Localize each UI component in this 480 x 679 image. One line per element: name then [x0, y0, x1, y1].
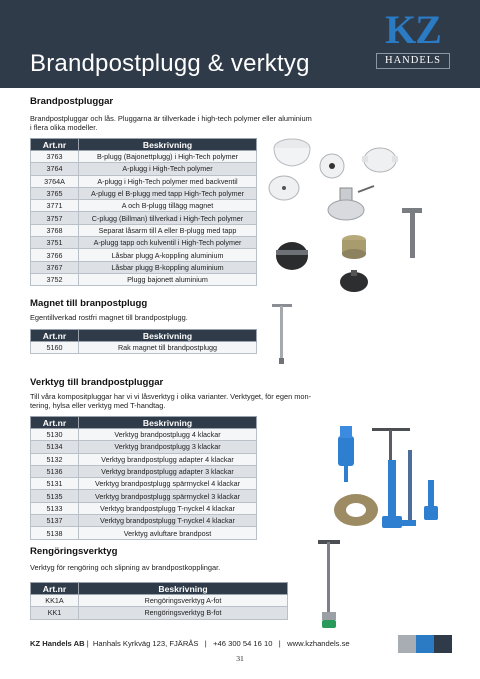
cell-art-nr: 3764 [31, 163, 79, 175]
section-text-line: tering, hylsa eller verktyg med T-handtag. [30, 401, 166, 410]
cell-art-nr: 3765 [31, 187, 79, 199]
table-row [31, 200, 257, 212]
table-row [31, 163, 257, 175]
plugs-product-image [262, 128, 452, 300]
footer-separator: | [86, 639, 89, 648]
cell-description: B-plugg (Bajonettplugg) i High-Tech polymer [79, 151, 257, 163]
table-header-row [31, 139, 257, 151]
footer-swatch-grey [398, 635, 416, 653]
table-header-row [31, 330, 257, 342]
section-title-verktyg: Verktyg till brandpostpluggar [30, 377, 164, 388]
footer-contact [30, 639, 350, 648]
cell-art-nr: 3768 [31, 224, 79, 236]
section-text-line: i flera olika modeller. [30, 123, 98, 132]
table-header-row [31, 417, 257, 429]
cell-art-nr: 3771 [31, 200, 79, 212]
logo-handels-text: HANDELS [376, 53, 450, 69]
column-header-beskrivning: Beskrivning [79, 330, 257, 342]
table-row [31, 502, 257, 514]
table-row [31, 515, 257, 527]
section-text-rengoring [30, 563, 220, 572]
table-row [31, 478, 257, 490]
cell-description: A-plugg i High-Tech polymer med backventil [79, 175, 257, 187]
cell-description: Verktyg brandpostplugg T-nyckel 4 klackar [79, 515, 257, 527]
footer-address: Hanhals Kyrkväg 123, FJÄRÅS [92, 639, 199, 648]
kz-handels-logo [374, 7, 452, 72]
footer-separator: | [204, 639, 207, 648]
table-row [31, 187, 257, 199]
section-title-rengoring: Rengöringsverktyg [30, 546, 118, 557]
cell-art-nr: KK1 [31, 607, 79, 619]
table-row [31, 595, 288, 607]
section-text-verktyg [30, 392, 311, 410]
cell-description: A-plugg tapp och kulventil i High-Tech polymer [79, 237, 257, 249]
table-row [31, 490, 257, 502]
cell-art-nr: 3767 [31, 261, 79, 273]
cell-art-nr: 5160 [31, 342, 79, 354]
table-row [31, 342, 257, 354]
table-row [31, 429, 257, 441]
table-row [31, 249, 257, 261]
cell-art-nr: 5133 [31, 502, 79, 514]
cell-art-nr: 5138 [31, 527, 79, 539]
logo-kz-text: KZ [385, 7, 441, 52]
cell-description: Verktyg brandpostplugg adapter 4 klackar [79, 453, 257, 465]
cell-art-nr: 3751 [31, 237, 79, 249]
page-title: Brandpostplugg & verktyg [30, 50, 310, 77]
table-row [31, 151, 257, 163]
cell-description: C-plugg (Billman) tillverkad i High-Tech polymer [79, 212, 257, 224]
cell-art-nr: 5132 [31, 453, 79, 465]
table-header-row [31, 583, 288, 595]
table-row [31, 175, 257, 187]
cell-description: Verktyg brandpostplugg 4 klackar [79, 429, 257, 441]
cell-description: Verktyg avluftare brandpost [79, 527, 257, 539]
section-text-line: Verktyg för rengöring och slipning av brandpostkopplingar. [30, 563, 221, 572]
column-header-beskrivning: Beskrivning [79, 417, 257, 429]
cell-description: A och B-plugg tillägg magnet [79, 200, 257, 212]
cell-description: Verktyg brandpostplugg spärrnyckel 4 klackar [79, 478, 257, 490]
column-header-art-nr: Art.nr [31, 417, 79, 429]
cell-description: Verktyg brandpostplugg 3 klackar [79, 441, 257, 453]
cell-art-nr: KK1A [31, 595, 79, 607]
cell-description: Rengöringsverktyg B-fot [79, 607, 288, 619]
footer-swatch-blue [416, 635, 434, 653]
section-title-pluggar: Brandpostpluggar [30, 96, 114, 107]
cell-art-nr: 3757 [31, 212, 79, 224]
section-text-line: Egentillverkad rostfri magnet till brandpostplugg. [30, 313, 188, 322]
cell-description: Separat låsarm till A eller B-plugg med tapp [79, 224, 257, 236]
section-text-line: Brandpostpluggar och lås. Pluggarna är tillverkade i high-tech polymer eller aluminium [30, 114, 312, 123]
table-verktyg [30, 416, 257, 540]
cell-description: Plugg bajonett aluminium [79, 273, 257, 285]
magnet-product-image [270, 302, 294, 366]
cell-art-nr: 5136 [31, 465, 79, 477]
section-text-magnet [30, 313, 188, 322]
section-text-line: Till våra kompositpluggar har vi vi låsverktyg i olika varianter. Verktyget, för egen mon- [30, 392, 312, 401]
cell-art-nr: 3766 [31, 249, 79, 261]
page-header [0, 0, 480, 88]
cell-description: Verktyg brandpostplugg adapter 3 klackar [79, 465, 257, 477]
cell-description: Låsbar plugg B-koppling aluminium [79, 261, 257, 273]
table-row [31, 237, 257, 249]
cell-description: Verktyg brandpostplugg spärrnyckel 3 klackar [79, 490, 257, 502]
cell-art-nr: 5131 [31, 478, 79, 490]
cell-description: Rengöringsverktyg A-fot [79, 595, 288, 607]
footer-separator: | [278, 639, 281, 648]
table-magnet [30, 329, 257, 354]
cell-description: Verktyg brandpostplugg T-nyckel 4 klackar [79, 502, 257, 514]
table-row [31, 261, 257, 273]
cell-art-nr: 3764A [31, 175, 79, 187]
table-rengoring [30, 582, 288, 620]
footer-web: www.kzhandels.se [287, 639, 350, 648]
table-row [31, 212, 257, 224]
tools-product-image [316, 420, 456, 540]
cell-description: Låsbar plugg A-koppling aluminium [79, 249, 257, 261]
page-number: 31 [236, 654, 244, 663]
cell-description: A-plugg el B-plugg med tapp High-Tech polymer [79, 187, 257, 199]
table-row [31, 441, 257, 453]
cell-description: Rak magnet till brandpostplugg [79, 342, 257, 354]
table-row [31, 224, 257, 236]
column-header-art-nr: Art.nr [31, 583, 79, 595]
footer-swatch-navy [434, 635, 452, 653]
footer-phone: +46 300 54 16 10 [213, 639, 273, 648]
table-row [31, 465, 257, 477]
column-header-beskrivning: Beskrivning [79, 583, 288, 595]
table-pluggar [30, 138, 257, 286]
section-title-magnet: Magnet till branpostplugg [30, 298, 148, 309]
table-row [31, 273, 257, 285]
footer-company: KZ Handels AB [30, 639, 85, 648]
column-header-beskrivning: Beskrivning [79, 139, 257, 151]
cell-description: A-plugg i High-Tech polymer [79, 163, 257, 175]
cleaning-tool-image [314, 532, 344, 634]
cell-art-nr: 5134 [31, 441, 79, 453]
cell-art-nr: 3752 [31, 273, 79, 285]
cell-art-nr: 5130 [31, 429, 79, 441]
cell-art-nr: 3763 [31, 151, 79, 163]
table-row [31, 453, 257, 465]
table-row [31, 527, 257, 539]
table-row [31, 607, 288, 619]
column-header-art-nr: Art.nr [31, 330, 79, 342]
cell-art-nr: 5137 [31, 515, 79, 527]
column-header-art-nr: Art.nr [31, 139, 79, 151]
cell-art-nr: 5135 [31, 490, 79, 502]
